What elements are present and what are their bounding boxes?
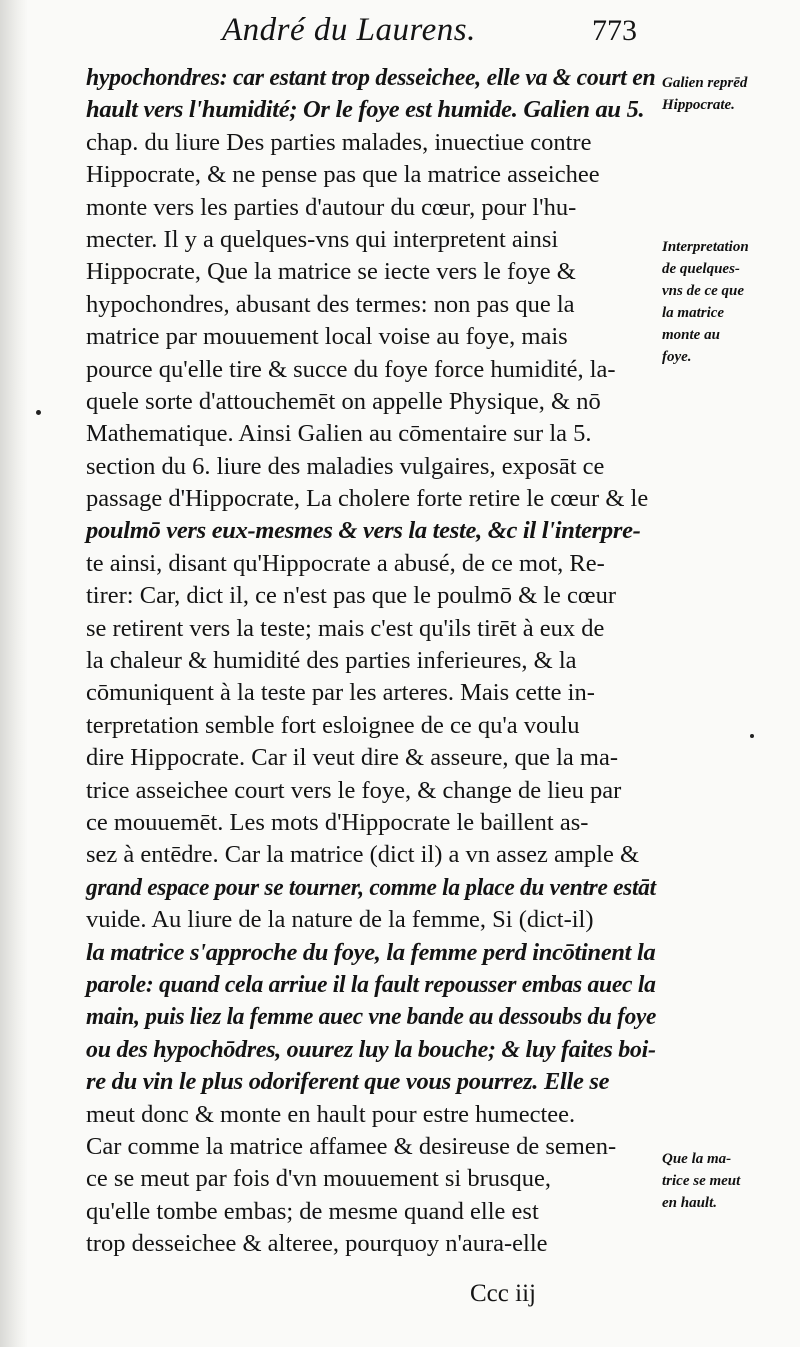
text-line: quele sorte d'attouchemēt on appelle Physique, & nō <box>86 387 601 415</box>
text-line: qu'elle tombe embas; de mesme quand elle est <box>86 1197 539 1225</box>
text-line: tirer: Car, dict il, ce n'est pas que le poulmō & le cœur <box>86 582 617 610</box>
margin-note-line: Galien reprēd <box>662 75 748 91</box>
text-line: hypochondres: car estant trop desseichee, elle va & court en <box>86 64 656 91</box>
text-line: poulmō vers eux-mesmes & vers la teste, &c il l'interpre- <box>86 517 641 545</box>
text-line: sez à entēdre. Car la matrice (dict il) a vn assez ample & <box>86 841 640 869</box>
text-line: main, puis liez la femme auec vne bande au dessoubs du foye <box>86 1003 657 1031</box>
ink-speck <box>36 410 41 415</box>
margin-note-line: monte au <box>662 327 720 343</box>
text-line: ce se meut par fois d'vn mouuement si brusque, <box>86 1165 552 1193</box>
text-line: cōmuniquent à la teste par les arteres. Mais cette in- <box>86 679 595 707</box>
text-line: terpretation semble fort esloignee de ce qu'a voulu <box>86 711 580 739</box>
text-line: monte vers les parties d'autour du cœur, pour l'hu- <box>86 193 577 221</box>
text-line: te ainsi, disant qu'Hippocrate a abusé, de ce mot, Re- <box>86 549 605 577</box>
text-line: hypochondres, abusant des termes: non pas que la <box>86 290 575 318</box>
text-line: se retirent vers la teste; mais c'est qu'ils tirēt à eux de <box>86 614 605 642</box>
text-line: la chaleur & humidité des parties inferieures, & la <box>86 647 577 675</box>
margin-note <box>662 236 796 368</box>
text-line: vuide. Au liure de la nature de la femme, Si (dict-il) <box>86 906 594 934</box>
text-line: section du 6. liure des maladies vulgaires, exposāt ce <box>86 452 605 480</box>
margin-note-line: foye. <box>662 349 692 365</box>
text-line: grand espace pour se tourner, comme la place du ventre estāt <box>86 873 656 901</box>
text-line: pource qu'elle tire & succe du foye force humidité, la- <box>86 355 616 383</box>
margin-note-line: trice se meut <box>662 1173 741 1189</box>
text-line: Car comme la matrice affamee & desireuse de semen- <box>86 1132 617 1160</box>
ink-speck <box>750 734 754 738</box>
margin-note-line: en hault. <box>662 1195 718 1211</box>
text-line: Hippocrate, & ne pense pas que la matrice asseichee <box>86 161 600 189</box>
text-line: ou des hypochōdres, ouurez luy la bouche; & luy faites boi- <box>86 1035 656 1063</box>
text-line: ce mouuemēt. Les mots d'Hippocrate le baillent as- <box>86 808 589 836</box>
signature-mark: Ccc iij <box>470 1280 536 1307</box>
text-line: re du vin le plus odoriferent que vous pourrez. Elle se <box>86 1068 610 1096</box>
text-line: matrice par mouuement local voise au foye, mais <box>86 323 568 351</box>
running-title: André du Laurens. <box>222 12 476 48</box>
text-line: passage d'Hippocrate, La cholere forte retire le cœur & le <box>86 485 649 513</box>
body-text <box>86 62 656 1260</box>
text-line: trop desseichee & alteree, pourquoy n'aura-elle <box>86 1230 548 1258</box>
text-line: hault vers l'humidité; Or le foye est humide. Galien au 5. <box>86 96 645 124</box>
text-line: dire Hippocrate. Car il veut dire & asseure, que la ma- <box>86 744 618 772</box>
text-line: la matrice s'approche du foye, la femme perd incōtinent la <box>86 938 656 966</box>
margin-note <box>662 1148 796 1214</box>
margin-note-line: Hippocrate. <box>662 97 735 113</box>
margin-notes <box>662 0 796 1347</box>
margin-note-line: la matrice <box>662 305 725 321</box>
text-line: meut donc & monte en hault pour estre humectee. <box>86 1100 576 1128</box>
page-number: 773 <box>592 14 637 47</box>
text-line: trice asseichee court vers le foye, & change de lieu par <box>86 776 622 804</box>
margin-note-line: Que la ma- <box>662 1151 732 1167</box>
text-line: parole: quand cela arriue il la fault repousser embas auec la <box>86 970 656 998</box>
text-line: chap. du liure Des parties malades, inuectiue contre <box>86 128 592 156</box>
margin-note-line: vns de ce que <box>662 283 745 299</box>
text-line: Hippocrate, Que la matrice se iecte vers le foye & <box>86 258 576 286</box>
text-line: Mathematique. Ainsi Galien au cōmentaire sur la 5. <box>86 420 592 448</box>
margin-note-line: de quelques- <box>662 261 740 277</box>
text-line: mecter. Il y a quelques-vns qui interpretent ainsi <box>86 225 559 253</box>
margin-note-line: Interpretation <box>662 239 749 255</box>
margin-note <box>662 72 796 116</box>
gutter-shadow <box>0 0 28 1347</box>
